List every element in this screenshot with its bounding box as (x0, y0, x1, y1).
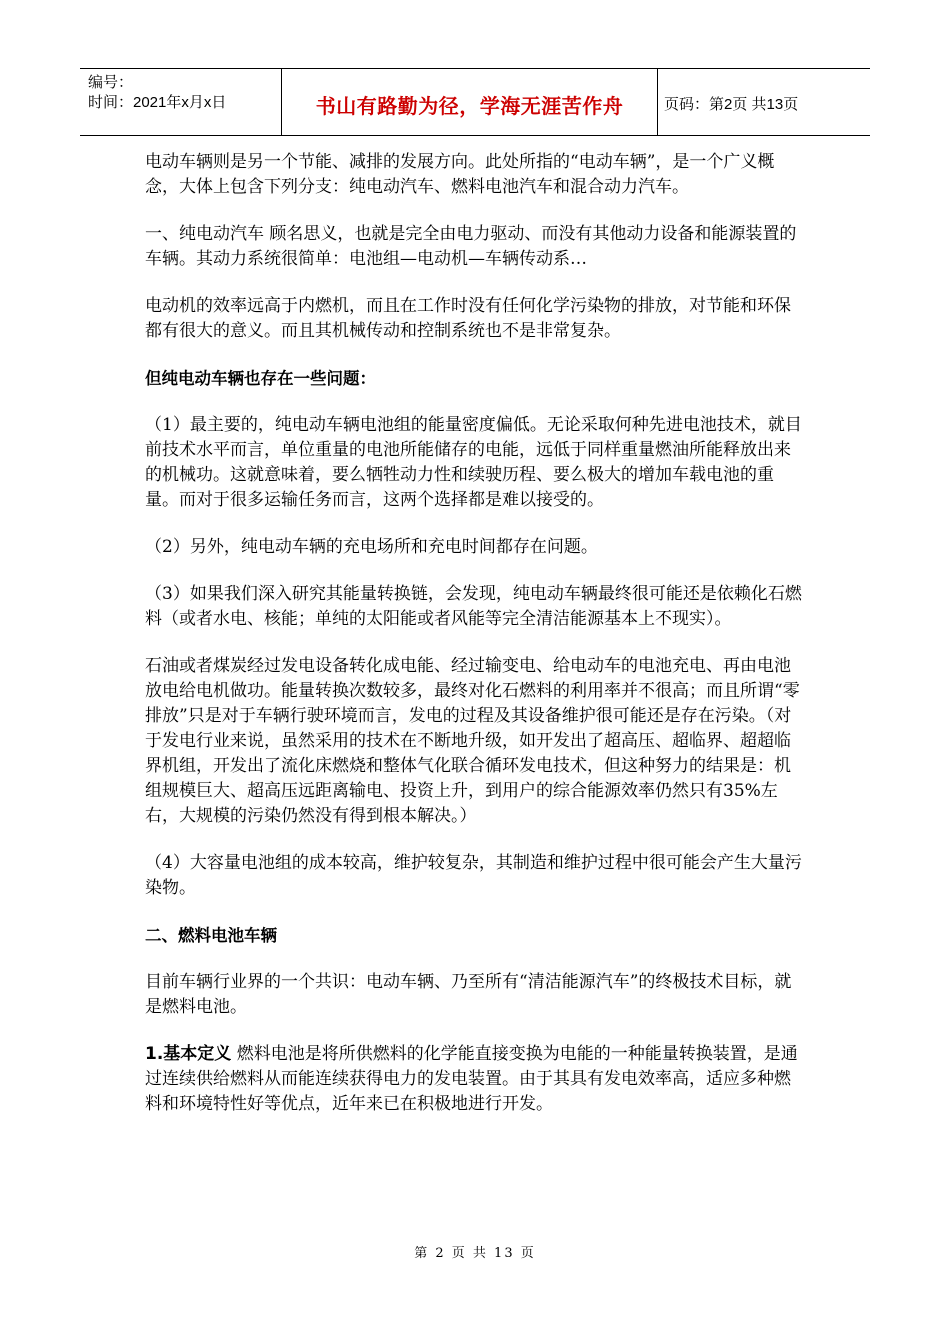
paragraph-definition (145, 1042, 805, 1117)
page-footer: 第 2 页 共 13 页 (414, 1246, 536, 1261)
paragraph-problem-2: （2）另外，纯电动车辆的充电场所和充电时间都存在问题。 (145, 537, 598, 557)
header-page-info-cell (658, 69, 870, 135)
header-motto: 书山有路勤为径，学海无涯苦作舟 (315, 93, 624, 118)
definition-text: 燃料电池是将所供燃料的化学能直接变换为电能的一种能量转换装置，是通过连续供给燃料从而能连续获得电力的发电装置。由于其具有发电效率高，适应多种燃料和环境特性好等优点，近年来已在积极地进行开发。 (145, 1044, 798, 1114)
page-header (80, 68, 870, 136)
paragraph-pure-ev: 一、纯电动汽车 顾名思义，也就是完全由电力驱动、而没有其他动力设备和能源装置的车辆。其动力系统很简单：电池组—电动机—车辆传动系… (145, 224, 797, 269)
paragraph-problem-3: （3）如果我们深入研究其能量转换链，会发现，纯电动车辆最终很可能还是依赖化石燃料（或者水电、核能；单纯的太阳能或者风能等完全清洁能源基本上不现实）。 (145, 584, 802, 629)
header-page-info: 页码：第2页 共13页 (664, 95, 799, 113)
document-body (145, 150, 805, 1139)
section-heading-problems: 但纯电动车辆也存在一些问题： (145, 369, 376, 388)
paragraph-consensus: 目前车辆行业界的一个共识：电动车辆、乃至所有“清洁能源汽车”的终极技术目标，就是燃料电池。 (145, 972, 792, 1017)
section-heading-fuel-cell: 二、燃料电池车辆 (145, 926, 277, 945)
document-time-label: 时间：2021年x月x日 (88, 94, 227, 111)
paragraph-problem-4: （4）大容量电池组的成本较高，维护较复杂，其制造和维护过程中很可能会产生大量污染物。 (145, 853, 802, 898)
paragraph-problem-1: （1）最主要的，纯电动车辆电池组的能量密度偏低。无论采取何种先进电池技术，就目前技术水平而言，单位重量的电池所能储存的电能，远低于同样重量燃油所能释放出来的机械功。这就意味着，要么牺牲动力性和续驶历程、要么极大的增加车载电池的重量。而对于很多运输任务而言，这两个选择都是难以接受的。 (145, 415, 802, 510)
document-number-label: 编号： (88, 74, 134, 91)
paragraph-energy-chain: 石油或者煤炭经过发电设备转化成电能、经过输变电、给电动车的电池充电、再由电池放电给电机做功。能量转换次数较多，最终对化石燃料的利用率并不很高；而且所谓“零排放”只是对于车辆行驶环境而言，发电的过程及其设备维护很可能还是存在污染。（对于发电行业来说，虽然采用的技术在不断地升级，如开发出了超高压、超临界、超超临界机组，开发出了流化床燃烧和整体气化联合循环发电技术，但这种努力的结果是：机组规模巨大、超高压远距离输电、投资上升，到用户的综合能源效率仍然只有35%左右，大规模的污染仍然没有得到根本解决。） (145, 656, 800, 826)
header-motto-cell (282, 69, 658, 135)
paragraph-motor-efficiency: 电动机的效率远高于内燃机，而且在工作时没有任何化学污染物的排放，对节能和环保都有很大的意义。而且其机械传动和控制系统也不是非常复杂。 (145, 296, 791, 341)
paragraph-intro: 电动车辆则是另一个节能、减排的发展方向。此处所指的“电动车辆”，是一个广义概念，大体上包含下列分支：纯电动汽车、燃料电池汽车和混合动力汽车。 (145, 152, 775, 197)
definition-heading: 1.基本定义 (145, 1044, 232, 1064)
header-meta (80, 69, 282, 135)
